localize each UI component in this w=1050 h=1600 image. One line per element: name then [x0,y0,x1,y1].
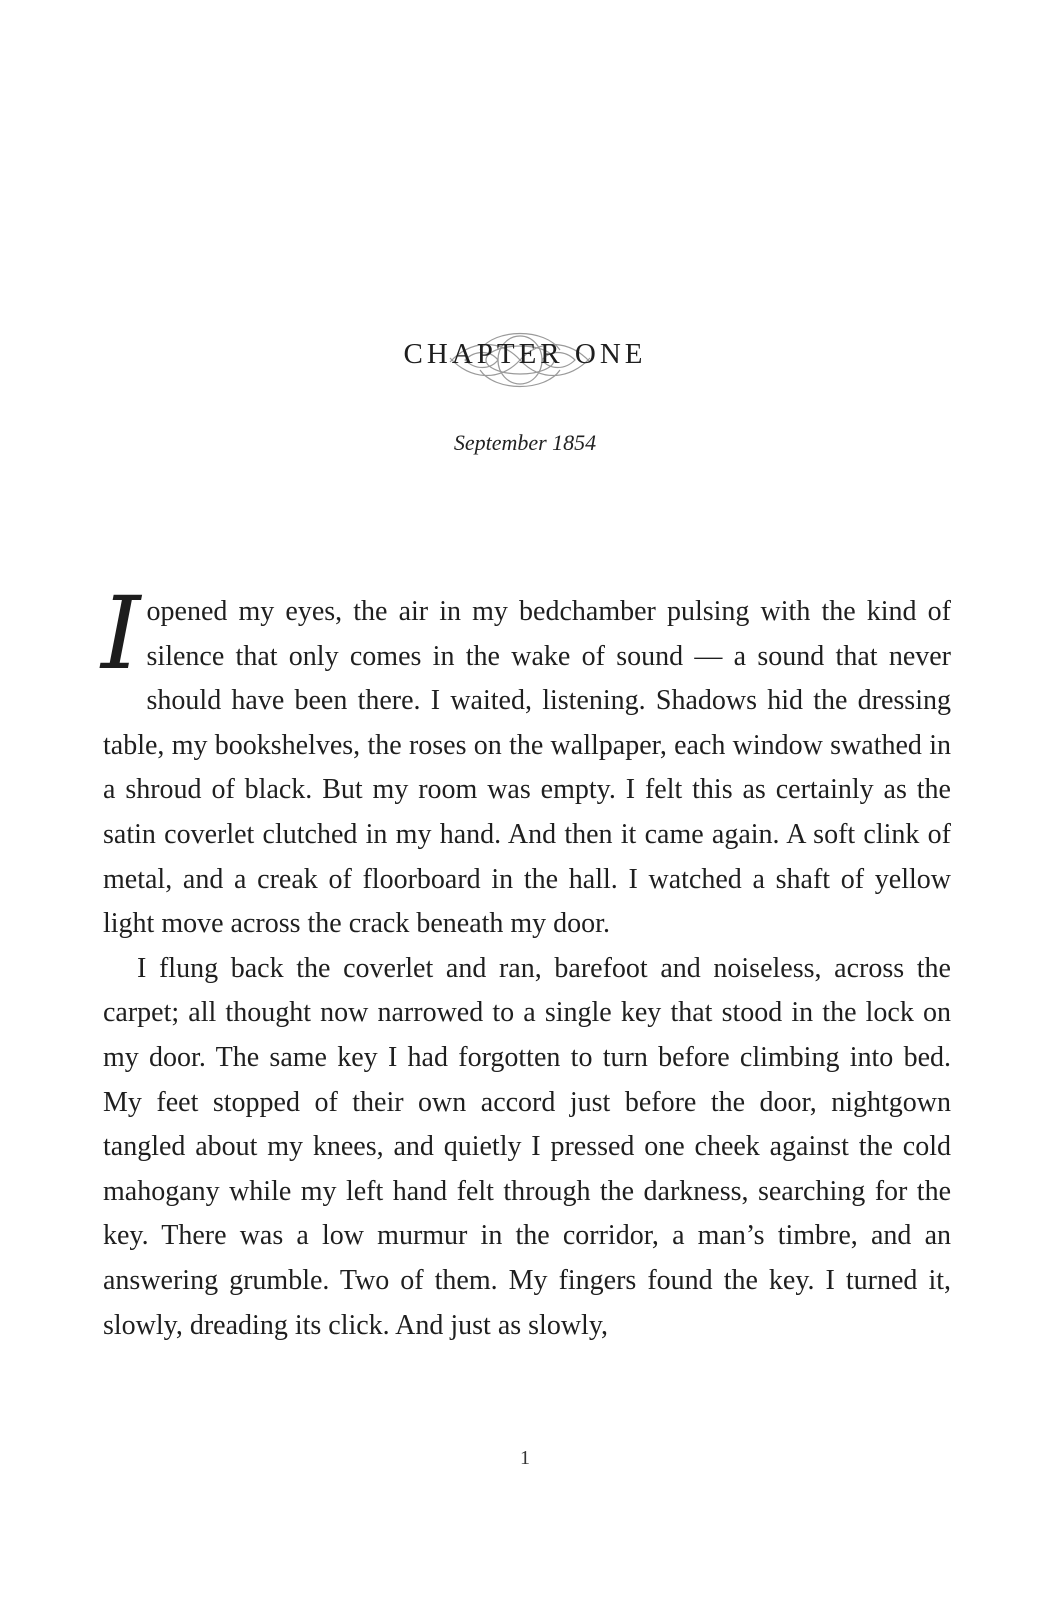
paragraph [101,575,951,947]
chapter-heading [0,320,1050,400]
paragraph [103,947,951,1348]
chapter-date: September 1854 [453,430,597,455]
body-text [101,575,951,1348]
chapter-title: CHAPTER ONE [403,338,647,370]
paragraph-text: I flung back the coverlet and ran, barefoot and noiseless, across the carpet; all thought now narrowed to a single key that stood in the lock on my door. The same key I had forgotten to turn before climbing into bed. My feet stopped of their own accord just before the door, nightgown tangled about my knees, and quietly I pressed one cheek against the cold mahogany while my left hand felt through the darkness, searching for the key. There was a low murmur in the corridor, a man’s timbre, and an answering grumble. Two of them. My fingers found the key. I turned it, slowly, dreading its click. And just as slowly, [103,952,951,1341]
paragraph-text: opened my eyes, the air in my bedchamber pulsing with the kind of silence that only comes in the wake of sound — a sound that never should have been there. I waited, listening. Shadows hid the dressing table, my bookshelves, the roses on the wallpaper, each window swathed in a shroud of black. But my room was empty. I felt this as certainly as the satin coverlet clutched in my hand. And then it came again. A soft clink of metal, and a creak of floorboard in the hall. I watched a shaft of yellow light move across the crack beneath my door. [103,596,951,940]
page-number: 1 [520,1447,530,1469]
drop-cap: I [101,575,141,692]
